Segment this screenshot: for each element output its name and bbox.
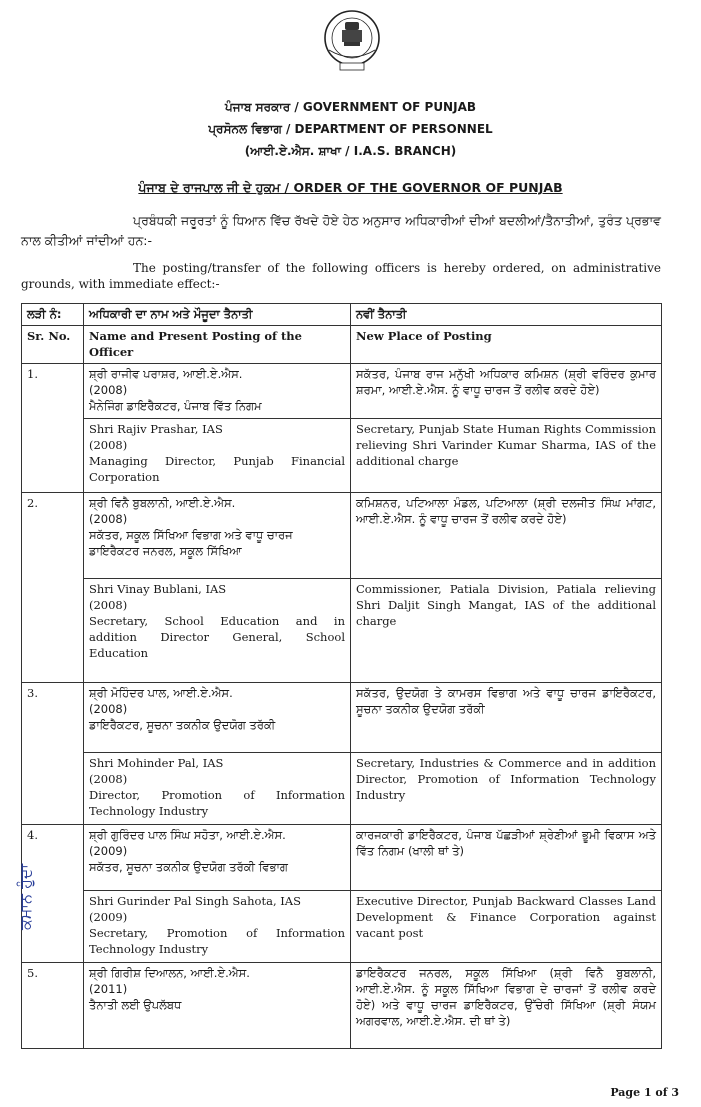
table-row — [22, 419, 662, 493]
new-posting-pa: ਡਾਇਰੈਕਟਰ ਜਨਰਲ, ਸਕੂਲ ਸਿੱਖਿਆ (ਸ਼੍ਰੀ ਵਿਨੈ ਬੁਬਲਾਨੀ, ਆਈ.ਏ.ਐਸ. ਨੂੰ ਸਕੂਲ ਸਿੱਖਿਆ ਵਿਭਾਗ ਦੇ ਚਾਰਜਾਂ ਤੋਂ ਰਲੀਵ ਕਰਦੇ ਹੋਏ) ਅਤੇ ਵਾਧੂ ਚਾਰਜ ਡਾਇਰੈਕਟਰ, ਉੱਚੇਰੀ ਸਿੱਖਿਆ (ਸ਼੍ਰੀ ਸੰਯਮ ਅਗਰਵਾਲ, ਆਈ.ਏ.ਐਸ. ਦੀ ਥਾਂ ਤੇ) — [351, 963, 662, 1049]
officer-cell-pa — [84, 364, 351, 419]
officer-name-en: Shri Vinay Bublani, IAS — [89, 582, 227, 596]
officer-cell-en — [84, 753, 351, 825]
table-row — [22, 963, 662, 1049]
new-posting-pa: ਸਕੱਤਰ, ਉਦਯੋਗ ਤੇ ਕਾਮਰਸ ਵਿਭਾਗ ਅਤੇ ਵਾਧੂ ਚਾਰਜ ਡਾਇਰੈਕਟਰ, ਸੂਚਨਾ ਤਕਨੀਕ ਉਦਯੋਗ ਤਰੱਕੀ — [351, 683, 662, 753]
table-row — [22, 493, 662, 579]
batch-year: (2008) — [89, 598, 128, 612]
new-posting-en: Secretary, Punjab State Human Rights Commission relieving Shri Varinder Kumar Sharma, IAS of the additional charge — [351, 419, 662, 493]
intro-english: The posting/transfer of the following officers is hereby ordered, on administrative grounds, with immediate effect:- — [21, 261, 661, 291]
sr-number: 2. — [22, 493, 84, 683]
officer-cell-pa — [84, 825, 351, 891]
sr-number: 1. — [22, 364, 84, 493]
header-sr-pa: ਲੜੀ ਨੰ: — [22, 304, 84, 326]
new-posting-en: Commissioner, Patiala Division, Patiala relieving Shri Daljit Singh Mangat, IAS of the additional charge — [351, 579, 662, 683]
table-row — [22, 753, 662, 825]
batch-year: (2009) — [89, 844, 128, 858]
header-new-posting-en: New Place of Posting — [351, 326, 662, 364]
present-posting-pa: ਸਕੱਤਰ, ਸਕੂਲ ਸਿੱਖਿਆ ਵਿਭਾਗ ਅਤੇ ਵਾਧੂ ਚਾਰਜ ਡਾਇਰੈਕਟਰ ਜਨਰਲ, ਸਕੂਲ ਸਿੱਖਿਆ — [89, 528, 293, 558]
officer-cell-pa — [84, 493, 351, 579]
sr-number: 4. — [22, 825, 84, 963]
table-row — [22, 891, 662, 963]
new-posting-en: Secretary, Industries & Commerce and in addition Director, Promotion of Information Technology Industry — [351, 753, 662, 825]
postings-table — [21, 303, 662, 1049]
page-number: Page 1 of 3 — [610, 1086, 679, 1099]
new-posting-pa: ਸਕੱਤਰ, ਪੰਜਾਬ ਰਾਜ ਮਨੁੱਖੀ ਅਧਿਕਾਰ ਕਮਿਸ਼ਨ (ਸ਼੍ਰੀ ਵਰਿੰਦਰ ਕੁਮਾਰ ਸ਼ਰਮਾ, ਆਈ.ਏ.ਐਸ. ਨੂੰ ਵਾਧੂ ਚਾਰਜ ਤੋਂ ਰਲੀਵ ਕਰਦੇ ਹੋਏ) — [351, 364, 662, 419]
header-officer-pa: ਅਧਿਕਾਰੀ ਦਾ ਨਾਮ ਅਤੇ ਮੌਜੂਦਾ ਤੈਨਾਤੀ — [84, 304, 351, 326]
table-header-row-english — [22, 326, 662, 364]
table-header-row-punjabi — [22, 304, 662, 326]
officer-cell-en — [84, 419, 351, 493]
government-seal-emblem — [323, 6, 381, 76]
present-posting-pa: ਸਕੱਤਰ, ਸੂਚਨਾ ਤਕਨੀਕ ਉਦਯੋਗ ਤਰੱਕੀ ਵਿਭਾਗ — [89, 860, 288, 874]
officer-cell-en — [84, 891, 351, 963]
header-department: ਪ੍ਰਸੋਨਲ ਵਿਭਾਗ / DEPARTMENT OF PERSONNEL — [208, 122, 493, 136]
header-sr-en: Sr. No. — [22, 326, 84, 364]
batch-year: (2009) — [89, 910, 128, 924]
batch-year: (2008) — [89, 383, 128, 397]
present-posting-en: Secretary, Promotion of Information Technology Industry — [89, 926, 345, 956]
officer-name-pa: ਸ਼੍ਰੀ ਵਿਨੈ ਬੁਬਲਾਨੀ, ਆਈ.ਏ.ਐਸ. — [89, 496, 236, 510]
new-posting-pa: ਕਾਰਜਕਾਰੀ ਡਾਇਰੈਕਟਰ, ਪੰਜਾਬ ਪੱਛੜੀਆਂ ਸ਼੍ਰੇਣੀਆਂ ਭੂਮੀ ਵਿਕਾਸ ਅਤੇ ਵਿੱਤ ਨਿਗਮ (ਖਾਲੀ ਥਾਂ ਤੇ) — [351, 825, 662, 891]
present-posting-pa: ਡਾਇਰੈਕਟਰ, ਸੂਚਨਾ ਤਕਨੀਕ ਉਦਯੋਗ ਤਰੱਕੀ — [89, 718, 276, 732]
header-new-posting-pa: ਨਵੀਂ ਤੈਨਾਤੀ — [351, 304, 662, 326]
sr-number: 5. — [22, 963, 84, 1049]
present-posting-en: Managing Director, Punjab Financial Corporation — [89, 454, 345, 484]
officer-name-en: Shri Rajiv Prashar, IAS — [89, 422, 223, 436]
officer-name-pa: ਸ਼੍ਰੀ ਮੋਹਿੰਦਰ ਪਾਲ, ਆਈ.ਏ.ਐਸ. — [89, 686, 233, 700]
batch-year: (2008) — [89, 438, 128, 452]
new-posting-pa: ਕਮਿਸ਼ਨਰ, ਪਟਿਆਲਾ ਮੰਡਲ, ਪਟਿਆਲਾ (ਸ਼੍ਰੀ ਦਲਜੀਤ ਸਿੰਘ ਮਾਂਗਟ, ਆਈ.ਏ.ਐਸ. ਨੂੰ ਵਾਧੂ ਚਾਰਜ ਤੋਂ ਰਲੀਵ ਕਰਦੇ ਹੋਏ) — [351, 493, 662, 579]
present-posting-pa: ਤੈਨਾਤੀ ਲਈ ਉਪਲੱਬਧ — [89, 998, 182, 1012]
batch-year: (2008) — [89, 702, 128, 716]
officer-name-pa: ਸ਼੍ਰੀ ਰਾਜੀਵ ਪਰਾਸ਼ਰ, ਆਈ.ਏ.ਐਸ. — [89, 367, 243, 381]
table-row — [22, 683, 662, 753]
table-row — [22, 579, 662, 683]
batch-year: (2011) — [89, 982, 128, 996]
officer-name-en: Shri Gurinder Pal Singh Sahota, IAS — [89, 894, 301, 908]
header-government: ਪੰਜਾਬ ਸਰਕਾਰ / GOVERNMENT OF PUNJAB — [225, 100, 476, 114]
officer-name-pa: ਸ਼੍ਰੀ ਗੁਰਿੰਦਰ ਪਾਲ ਸਿੰਘ ਸਹੋਤਾ, ਆਈ.ਏ.ਐਸ. — [89, 828, 286, 842]
order-title: ਪੰਜਾਬ ਦੇ ਰਾਜਪਾਲ ਜੀ ਦੇ ਹੁਕਮ / ORDER OF THE GOVERNOR OF PUNJAB — [138, 180, 563, 195]
header-officer-en: Name and Present Posting of the Officer — [84, 326, 351, 364]
sr-number: 3. — [22, 683, 84, 825]
batch-year: (2008) — [89, 512, 128, 526]
handwritten-margin-note: ਕਮਾਨ ਹੁੰਦਾ — [16, 863, 35, 930]
officer-cell-pa — [84, 963, 351, 1049]
present-posting-en: Director, Promotion of Information Technology Industry — [89, 788, 345, 818]
table-row — [22, 825, 662, 891]
officer-name-en: Shri Mohinder Pal, IAS — [89, 756, 224, 770]
new-posting-en: Executive Director, Punjab Backward Classes Land Development & Finance Corporation against vacant post — [351, 891, 662, 963]
officer-name-pa: ਸ਼੍ਰੀ ਗਿਰੀਸ਼ ਦਿਆਲਨ, ਆਈ.ਏ.ਐਸ. — [89, 966, 250, 980]
header-branch: (ਆਈ.ਏ.ਐਸ. ਸ਼ਾਖਾ / I.A.S. BRANCH) — [244, 144, 457, 158]
present-posting-en: Secretary, School Education and in addition Director General, School Education — [89, 614, 345, 660]
officer-cell-pa — [84, 683, 351, 753]
intro-punjabi: ਪ੍ਰਬੰਧਕੀ ਜਰੂਰਤਾਂ ਨੂੰ ਧਿਆਨ ਵਿੱਚ ਰੱਖਦੇ ਹੋਏ ਹੇਠ ਅਨੁਸਾਰ ਅਧਿਕਾਰੀਆਂ ਦੀਆਂ ਬਦਲੀਆਂ/ਤੈਨਾਤੀਆਂ, ਤੁਰੰਤ ਪ੍ਰਭਾਵ ਨਾਲ ਕੀਤੀਆਂ ਜਾਂਦੀਆਂ ਹਨ:- — [21, 213, 661, 248]
batch-year: (2008) — [89, 772, 128, 786]
present-posting-pa: ਮੈਨੇਜਿੰਗ ਡਾਇਰੈਕਟਰ, ਪੰਜਾਬ ਵਿੱਤ ਨਿਗਮ — [89, 399, 262, 413]
table-row — [22, 364, 662, 419]
officer-cell-en — [84, 579, 351, 683]
